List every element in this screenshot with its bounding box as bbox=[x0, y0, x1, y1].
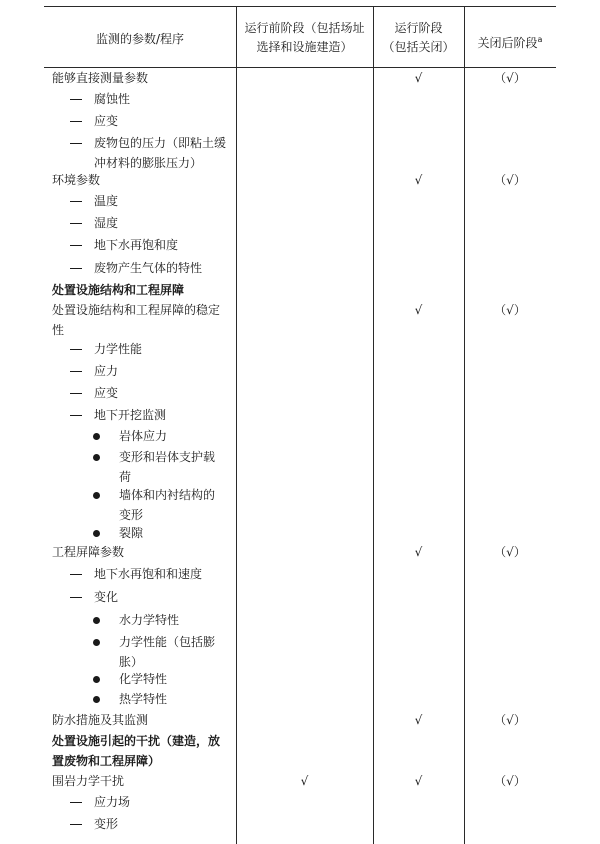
row-label: 变化 bbox=[94, 590, 119, 604]
mark-post-closure: （√） bbox=[494, 713, 526, 727]
bullet-marker bbox=[93, 676, 100, 683]
mark-operational: √ bbox=[414, 173, 423, 187]
mark-post-closure: （√） bbox=[494, 545, 526, 559]
row-label: 地下水再饱和度 bbox=[94, 238, 179, 252]
row-label: 荷 bbox=[119, 470, 132, 484]
row-label: 围岩力学干扰 bbox=[52, 774, 125, 788]
row-label: 墙体和内衬结构的 bbox=[119, 488, 216, 502]
row-label: 力学性能（包括膨 bbox=[119, 635, 216, 649]
row-label: 冲材料的膨胀压力） bbox=[94, 156, 203, 170]
dash-marker bbox=[70, 121, 82, 122]
row-label: 变形 bbox=[94, 817, 119, 831]
header-col-operational-line1: 运行阶段 bbox=[394, 21, 443, 35]
dash-marker bbox=[70, 393, 82, 394]
row-label: 能够直接测量参数 bbox=[52, 71, 149, 85]
row-label: 性 bbox=[52, 323, 65, 337]
row-label: 热学特性 bbox=[119, 692, 168, 706]
bullet-marker bbox=[93, 617, 100, 624]
column-divider-3 bbox=[464, 6, 465, 844]
bullet-marker bbox=[93, 530, 100, 537]
row-label: 环境参数 bbox=[52, 173, 101, 187]
bullet-marker bbox=[93, 454, 100, 461]
row-label: 应变 bbox=[94, 386, 119, 400]
header-col-post-closure bbox=[464, 30, 556, 53]
header-bottom-rule bbox=[44, 67, 556, 68]
header-col-pre-operational bbox=[236, 19, 373, 57]
bullet-marker bbox=[93, 433, 100, 440]
row-label: 腐蚀性 bbox=[94, 92, 131, 106]
mark-operational: √ bbox=[414, 71, 423, 85]
dash-marker bbox=[70, 245, 82, 246]
row-label: 岩体应力 bbox=[119, 429, 168, 443]
header-col-parameters: 监测的参数/程序 bbox=[95, 32, 185, 46]
table-top-rule bbox=[44, 6, 556, 7]
dash-marker bbox=[70, 574, 82, 575]
dash-marker bbox=[70, 349, 82, 350]
row-label: 置废物和工程屏障） bbox=[52, 754, 161, 768]
dash-marker bbox=[70, 415, 82, 416]
row-label: 力学性能 bbox=[94, 342, 143, 356]
mark-post-closure: （√） bbox=[494, 303, 526, 317]
header-col-post-closure-footnote: a bbox=[537, 35, 543, 44]
column-divider-1 bbox=[236, 6, 237, 844]
row-label: 化学特性 bbox=[119, 672, 168, 686]
dash-marker bbox=[70, 802, 82, 803]
row-label: 温度 bbox=[94, 194, 119, 208]
dash-marker bbox=[70, 99, 82, 100]
row-label: 地下开挖监测 bbox=[94, 408, 167, 422]
row-label: 变形 bbox=[119, 508, 144, 522]
bullet-marker bbox=[93, 639, 100, 646]
mark-pre-operational: √ bbox=[300, 774, 309, 788]
mark-post-closure: （√） bbox=[494, 774, 526, 788]
mark-operational: √ bbox=[414, 303, 423, 317]
row-label: 废物包的压力（即粘土缓 bbox=[94, 136, 227, 150]
dash-marker bbox=[70, 223, 82, 224]
row-label: 处置设施结构和工程屏障的稳定 bbox=[52, 303, 221, 317]
dash-marker bbox=[70, 824, 82, 825]
row-label: 防水措施及其监测 bbox=[52, 713, 149, 727]
dash-marker bbox=[70, 201, 82, 202]
header-col-pre-operational-line2: 选择和设施建造） bbox=[256, 40, 353, 54]
header-col-pre-operational-line1: 运行前阶段（包括场址 bbox=[244, 21, 365, 35]
row-label: 处置设施引起的干扰（建造，放 bbox=[52, 734, 221, 748]
row-label: 应力 bbox=[94, 364, 119, 378]
row-label: 变形和岩体支护载 bbox=[119, 450, 216, 464]
mark-post-closure: （√） bbox=[494, 71, 526, 85]
mark-operational: √ bbox=[414, 713, 423, 727]
column-divider-2 bbox=[373, 6, 374, 844]
bullet-marker bbox=[93, 696, 100, 703]
row-label: 胀） bbox=[119, 655, 144, 669]
mark-operational: √ bbox=[414, 774, 423, 788]
row-label: 湿度 bbox=[94, 216, 119, 230]
header-col-operational bbox=[373, 19, 464, 57]
row-label: 应变 bbox=[94, 114, 119, 128]
row-label: 裂隙 bbox=[119, 526, 144, 540]
row-label: 废物产生气体的特性 bbox=[94, 261, 203, 275]
dash-marker bbox=[70, 268, 82, 269]
dash-marker bbox=[70, 597, 82, 598]
bullet-marker bbox=[93, 492, 100, 499]
dash-marker bbox=[70, 143, 82, 144]
row-label: 地下水再饱和和速度 bbox=[94, 567, 203, 581]
row-label: 工程屏障参数 bbox=[52, 545, 125, 559]
row-label: 水力学特性 bbox=[119, 613, 180, 627]
mark-operational: √ bbox=[414, 545, 423, 559]
row-label: 应力场 bbox=[94, 795, 131, 809]
header-col-post-closure-label: 关闭后阶段 bbox=[477, 36, 538, 50]
dash-marker bbox=[70, 371, 82, 372]
mark-post-closure: （√） bbox=[494, 173, 526, 187]
row-label: 处置设施结构和工程屏障 bbox=[52, 283, 185, 297]
header-col-operational-line2: （包括关闭） bbox=[382, 40, 455, 54]
